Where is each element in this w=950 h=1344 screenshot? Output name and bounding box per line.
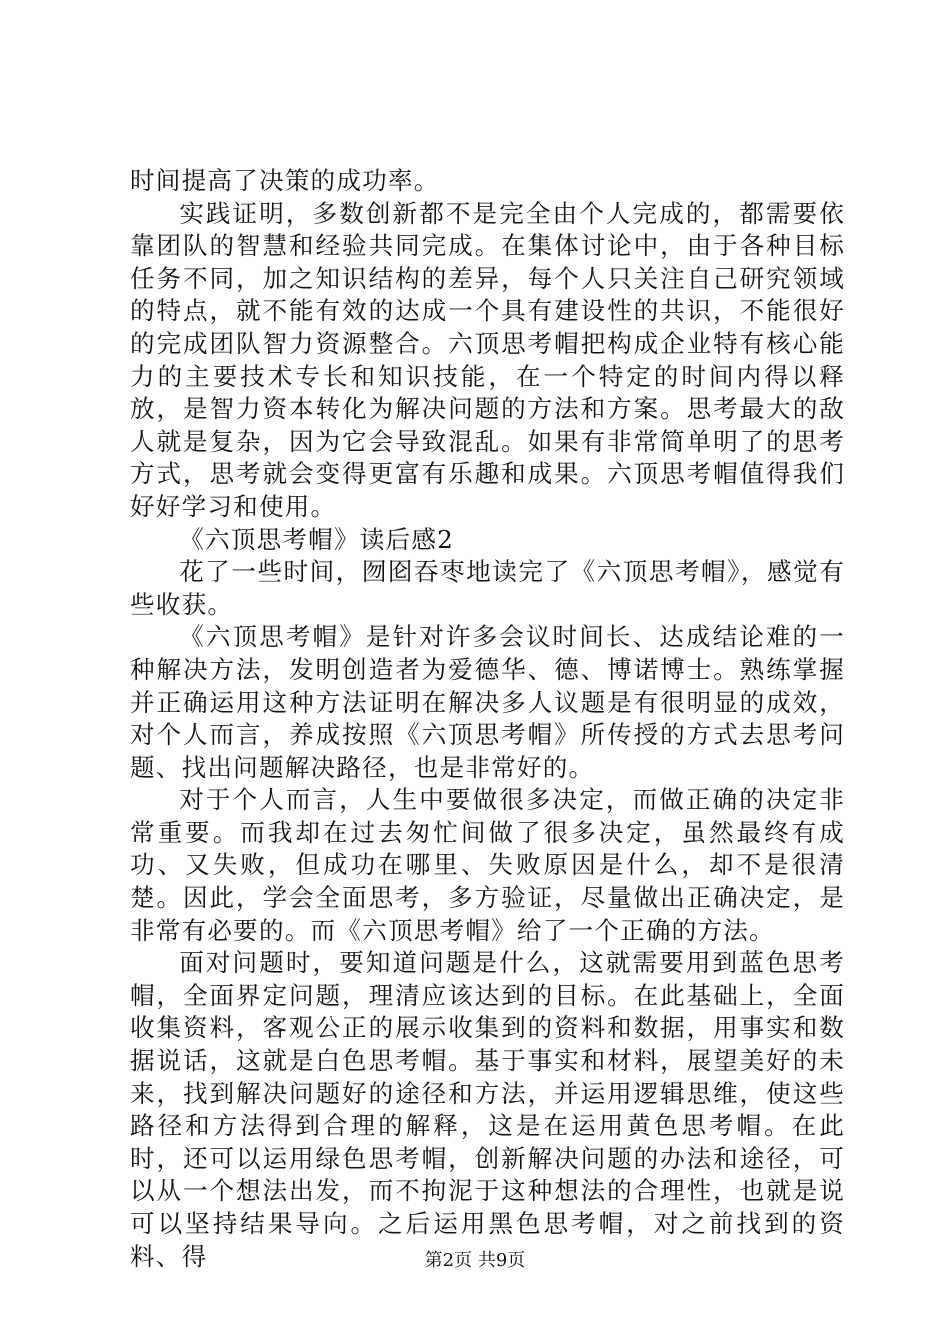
- paragraph-1: 时间提高了决策的成功率。: [130, 166, 440, 195]
- paragraph-5: 对于个人而言，人生中要做很多决定，而做正确的决定非常重要。而我却在过去匆忙间做了很多决定，虽然最终有成功、又失败，但成功在哪里、失败原因是什么，却不是很清楚。因此，学会全面思考，多方验证，尽量做出正确决定，是非常有必要的。而《六顶思考帽》给了一个正确的方法。: [130, 785, 845, 945]
- paragraph-4: 《六顶思考帽》是针对许多会议时间长、达成结论难的一种解决方法，发明创造者为爱德华、德、博诺博士。熟练掌握并正确运用这种方法证明在解决多人议题是有很明显的成效，对个人而言，养成按照《六顶思考帽》所传授的方式去思考问题、找出问题解决路径，也是非常好的。: [130, 622, 845, 782]
- page-footer: 第2页 共9页: [424, 1250, 526, 1271]
- section-heading: 《六顶思考帽》读后感2: [179, 524, 454, 554]
- paragraph-6: 面对问题时，要知道问题是什么，这就需要用到蓝色思考帽，全面界定问题，理清应该达到的目标。在此基础上，全面收集资料，客观公正的展示收集到的资料和数据，用事实和数据说话，这就是白色思考帽。基于事实和材料，展望美好的未来，找到解决问题好的途径和方法，并运用逻辑思维，使这些路径和方法得到合理的解释，这是在运用黄色思考帽。在此时，还可以运用绿色思考帽，创新解决问题的办法和途径，可以从一个想法出发，而不拘泥于这种想法的合理性，也就是说可以坚持结果导向。之后运用黑色思考帽，对之前找到的资料、得: [130, 948, 845, 1271]
- paragraph-3: 花了一些时间，囫囵吞枣地读完了《六顶思考帽》，感觉有些收获。: [130, 557, 845, 619]
- document-body: [130, 165, 845, 1273]
- paragraph-2: 实践证明，多数创新都不是完全由个人完成的，都需要依靠团队的智慧和经验共同完成。在集体讨论中，由于各种目标任务不同，加之知识结构的差异，每个人只关注自己研究领域的特点，就不能有效的达成一个具有建设性的共识，不能很好的完成团队智力资源整合。六顶思考帽把构成企业特有核心能力的主要技术专长和知识技能，在一个特定的时间内得以释放，是智力资本转化为解决问题的方法和方案。思考最大的敌人就是复杂，因为它会导致混乱。如果有非常简单明了的思考方式，思考就会变得更富有乐趣和成果。六顶思考帽值得我们好好学习和使用。: [130, 198, 845, 521]
